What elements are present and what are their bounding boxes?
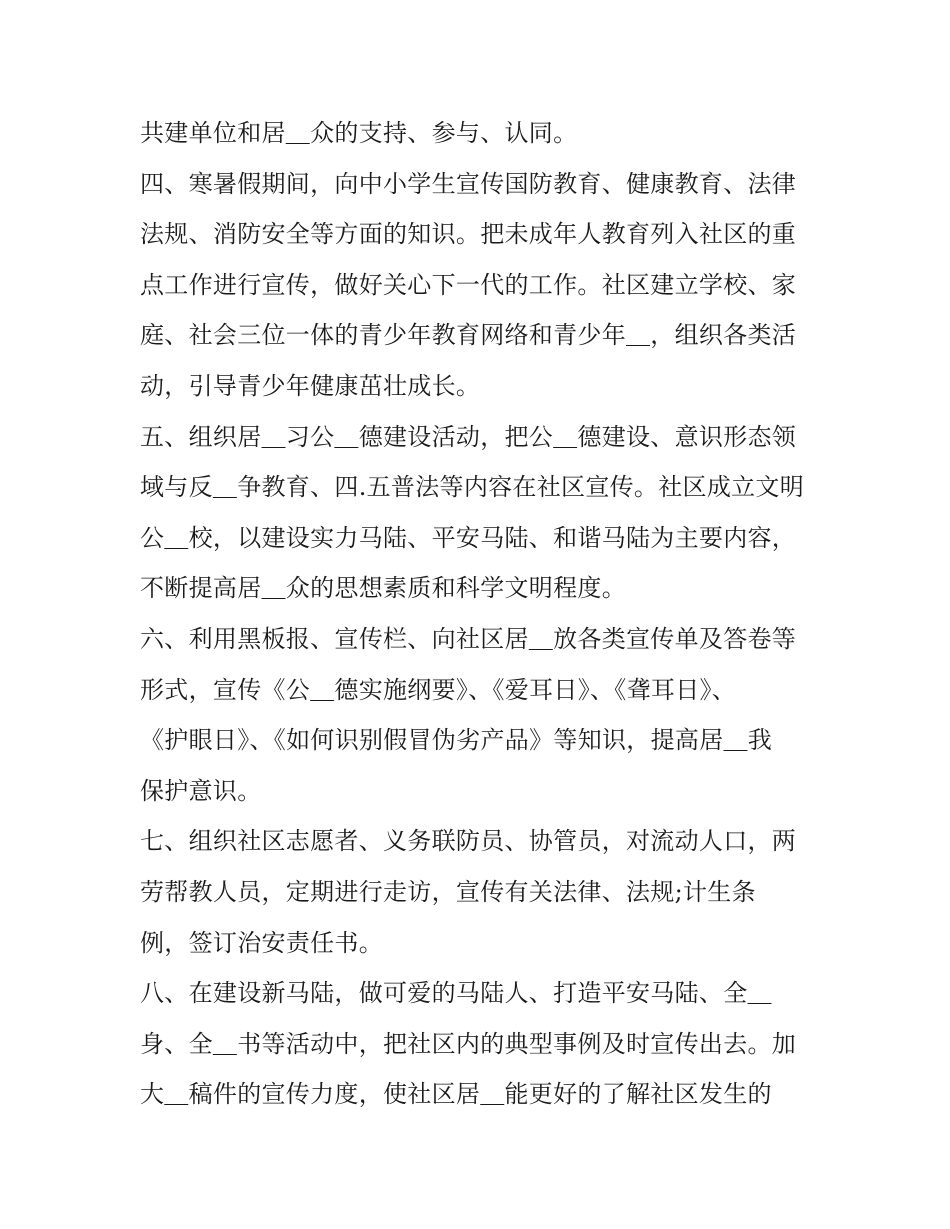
text-line: 法规、消防安全等方面的知识。把未成年人教育列入社区的重: [140, 220, 797, 249]
text-line: 四、寒暑假期间，向中小学生宣传国防教育、健康教育、法律: [140, 169, 797, 198]
text-line: 形式，宣传《公＿德实施纲要》、《爱耳日》、《聋耳日》、: [140, 675, 737, 704]
text-line: 身、全＿书等活动中，把社区内的典型事例及时宣传出去。加: [140, 1029, 797, 1058]
text-line: 八、在建设新马陆，做可爱的马陆人、打造平安马陆、全＿: [140, 979, 772, 1008]
text-line: 六、利用黑板报、宣传栏、向社区居＿放各类宣传单及答卷等: [140, 624, 797, 653]
text-line: 保护意识。: [140, 776, 262, 805]
text-line: 庭、社会三位一体的青少年教育网络和青少年＿，组织各类活: [140, 321, 797, 350]
text-line: 公＿校，以建设实力马陆、平安马陆、和谐马陆为主要内容，: [140, 523, 797, 552]
text-line: 域与反＿争教育、四.五普法等内容在社区宣传。社区成立文明: [140, 473, 805, 502]
text-line: 例，签订治安责任书。: [140, 928, 383, 957]
text-line: 劳帮教人员，定期进行走访，宣传有关法律、法规;计生条: [140, 877, 756, 906]
text-line: 七、组织社区志愿者、义务联防员、协管员，对流动人口，两: [140, 827, 797, 856]
text-line: 点工作进行宣传，做好关心下一代的工作。社区建立学校、家: [140, 270, 797, 299]
text-line: 动，引导青少年健康茁壮成长。: [140, 371, 481, 400]
text-line: 大＿稿件的宣传力度，使社区居＿能更好的了解社区发生的: [140, 1080, 772, 1109]
text-line: 《护眼日》、《如何识别假冒伪劣产品》等知识，提高居＿我: [140, 726, 773, 755]
text-line: 不断提高居＿众的思想素质和科学文明程度。: [140, 574, 626, 603]
text-line: 五、组织居＿习公＿德建设活动，把公＿德建设、意识形态领: [140, 422, 797, 451]
text-line: 共建单位和居＿众的支持、参与、认同。: [140, 119, 578, 147]
document-body: [140, 108, 820, 1120]
